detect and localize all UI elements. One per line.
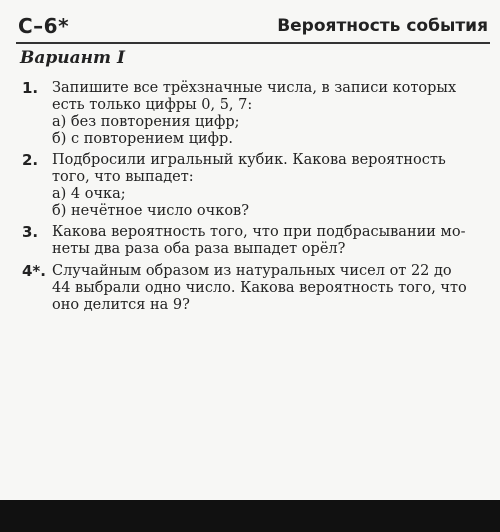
task-3-number: 3. bbox=[22, 223, 39, 241]
variant-title: Вариант I bbox=[20, 48, 125, 68]
task-4 bbox=[22, 263, 488, 314]
task-2-line-2: того, что выпадет: bbox=[52, 169, 194, 185]
task-2-option-a: а) 4 очка; bbox=[52, 186, 126, 202]
task-4-number: 4*. bbox=[22, 262, 46, 280]
task-4-line-2: 44 выбрали одно число. Какова вероятность того, что bbox=[52, 280, 467, 296]
task-2-number: 2. bbox=[22, 151, 39, 169]
task-2 bbox=[22, 152, 488, 220]
task-4-line-1: Случайным образом из натуральных чисел от 22 до bbox=[52, 263, 452, 279]
worksheet-code: С–6* bbox=[18, 14, 70, 38]
task-4-line-3: оно делится на 9? bbox=[52, 297, 190, 313]
task-2-line-1: Подбросили игральный кубик. Какова вероятность bbox=[52, 152, 446, 168]
task-1-line-1: Запишите все трёхзначные числа, в записи которых bbox=[52, 80, 457, 96]
task-3 bbox=[22, 224, 488, 258]
task-2-option-b: б) нечётное число очков? bbox=[52, 203, 249, 219]
header-divider bbox=[16, 42, 490, 44]
task-3-line-1: Какова вероятность того, что при подбрасывании мо- bbox=[52, 224, 466, 240]
task-3-line-2: неты два раза оба раза выпадет орёл? bbox=[52, 241, 346, 257]
task-1 bbox=[22, 80, 488, 148]
task-1-number: 1. bbox=[22, 79, 39, 97]
worksheet-header bbox=[18, 14, 488, 40]
task-1-option-b: б) с повторением цифр. bbox=[52, 131, 233, 147]
worksheet-topic: Вероятность события bbox=[277, 16, 488, 36]
task-1-line-2: есть только цифры 0, 5, 7: bbox=[52, 97, 253, 113]
task-1-option-a: а) без повторения цифр; bbox=[52, 114, 240, 130]
bottom-dark-band bbox=[0, 500, 500, 532]
